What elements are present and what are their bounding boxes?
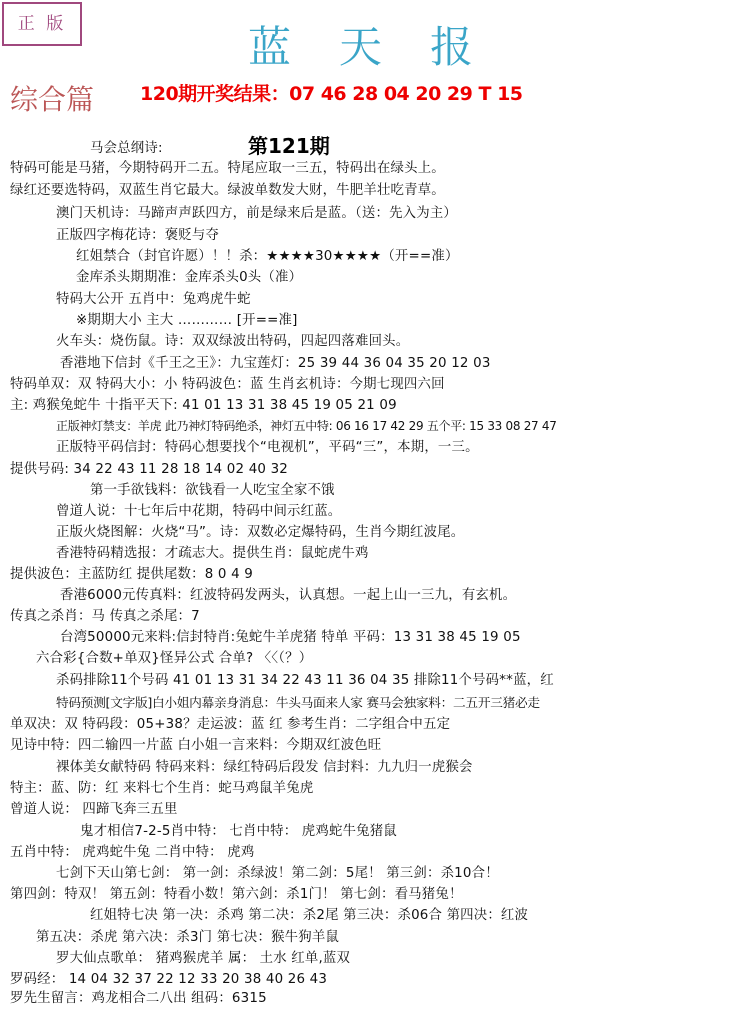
- text-line: 曾道人说：十七年后中花期，特码中间示红蓝。: [56, 504, 342, 519]
- text-line: 见诗中特：四二输四一片蓝 白小姐一言来料：今期双红波色旺: [10, 738, 382, 753]
- text-line: 第一手欲钱料：欲钱看一人吃宝全家不饿: [90, 483, 335, 498]
- text-line: 罗先生留言：鸡龙相合二八出 组码：6315: [10, 991, 267, 1006]
- previous-draw-result: 120期开奖结果：07 46 28 04 20 29 T 15: [140, 83, 523, 105]
- text-line: 鬼才相信7-2-5肖中特： 七肖中特： 虎鸡蛇牛兔猪鼠: [80, 824, 397, 839]
- text-line: 罗大仙点歌单： 猪鸡猴虎羊 属： 土水 红单,蓝双: [56, 951, 351, 966]
- authentic-edition-badge: 正 版: [2, 2, 82, 46]
- text-line: 第四剑：特双！ 第五剑：特看小数！第六剑：杀1门！ 第七剑：看马猪兔！: [10, 887, 463, 902]
- text-line: 正版火烧图解：火烧“马”。诗：双数必定爆特码，生肖今期红波尾。: [56, 525, 465, 540]
- text-line: 金库杀头期期准：金库杀头0头（准）: [76, 270, 303, 285]
- text-line: 传真之杀肖：马 传真之杀尾：7: [10, 609, 200, 624]
- text-line: 澳门天机诗：马蹄声声跃四方，前是绿来后是蓝。（送：先入为主）: [56, 206, 458, 221]
- text-line: 提供号码: 34 22 43 11 28 18 14 02 40 32: [10, 462, 289, 477]
- section-title: 综合篇: [10, 83, 95, 116]
- text-line: 香港特码精选报：才疏志大。提供生肖：鼠蛇虎牛鸡: [56, 546, 369, 561]
- text-line: 正版特平码信封：特码心想要找个“电视机”，平码“三”，本期，一三。: [56, 440, 479, 455]
- text-line: 香港6000元传真料：红波特码发两头，认真想。一起上山一三九，有玄机。: [60, 588, 517, 603]
- text-line: 提供波色：主蓝防红 提供尾数：8 0 4 9: [10, 567, 253, 582]
- text-line: 特码可能是马猪，今期特码开二五。特尾应取一三五，特码出在绿头上。: [10, 161, 445, 176]
- text-line: 第五决：杀虎 第六决：杀3门 第七决：猴牛狗羊鼠: [36, 930, 340, 945]
- text-line: 红姐禁合（封官许愿）！！杀：★★★★30★★★★（开==准）: [76, 249, 459, 264]
- newspaper-title: 蓝天报: [248, 23, 521, 73]
- text-line: 七剑下天山第七剑： 第一剑：杀绿波！第二剑：5尾！ 第三剑：杀10合！: [56, 866, 499, 881]
- text-line: 绿红还要选特码，双蓝生肖它最大。绿波单数发大财，牛肥羊壮吃青草。: [10, 183, 445, 198]
- text-line: 六合彩{合数+单双}怪异公式 合单? 〈〈（？）: [36, 651, 313, 666]
- text-line: 火车头：烧伤鼠。诗：双双绿波出特码，四起四落难回头。: [56, 334, 410, 349]
- text-line: 正版四字梅花诗：褒贬与夺: [56, 228, 220, 243]
- text-line: 曾道人说： 四蹄飞奔三五里: [10, 802, 178, 817]
- text-line: 罗码经： 14 04 32 37 22 12 33 20 38 40 26 43: [10, 972, 328, 987]
- text-line: 特主：蓝、防：红 来料七个生肖：蛇马鸡鼠羊兔虎: [10, 781, 314, 796]
- text-line: 正版神灯禁支：羊虎 此乃神灯特码绝杀，神灯五中特: 06 16 17 42 29 五个平: 15 33 08 27 47: [56, 419, 557, 433]
- text-line: 五肖中特： 虎鸡蛇牛兔 二肖中特： 虎鸡: [10, 845, 255, 860]
- text-line: 单双决：双 特码段：05+38？走运波：蓝 红 参考生肖：二字组合中五定: [10, 717, 451, 732]
- text-line: 特码单双：双 特码大小：小 特码波色：蓝 生肖玄机诗：今期七现四六回: [10, 377, 445, 392]
- text-line: 特码预测[文字版]白小姐内幕亲身消息：牛头马面来人家 赛马会独家料：二五开三猪必走: [56, 695, 540, 710]
- text-line: 台湾50000元来料:信封特肖:兔蛇牛羊虎猪 特单 平码：13 31 38 45 19 05: [60, 630, 521, 645]
- text-line: 红姐特七决 第一决：杀鸡 第二决：杀2尾 第三决：杀06合 第四决：红波: [90, 908, 529, 923]
- text-line: 主: 鸡猴兔蛇牛 十指平天下: 41 01 13 31 38 45 19 05 21 09: [10, 398, 397, 413]
- issue-number: 第121期: [248, 134, 330, 158]
- text-line: ※期期大小 主大 ………… [开==准]: [76, 313, 298, 328]
- text-line: 杀码排除11个号码 41 01 13 31 34 22 43 11 36 04 35 排除11个号码**蓝，红: [56, 673, 554, 688]
- text-line: 裸体美女献特码 特码来料：绿红特码后段发 信封料：九九归一虎猴会: [56, 760, 473, 775]
- text-line: 马会总纲诗:: [90, 141, 163, 156]
- text-line: 香港地下信封《千王之王》：九宝莲灯：25 39 44 36 04 35 20 12 03: [60, 356, 491, 371]
- text-line: 特码大公开 五肖中：兔鸡虎牛蛇: [56, 292, 251, 307]
